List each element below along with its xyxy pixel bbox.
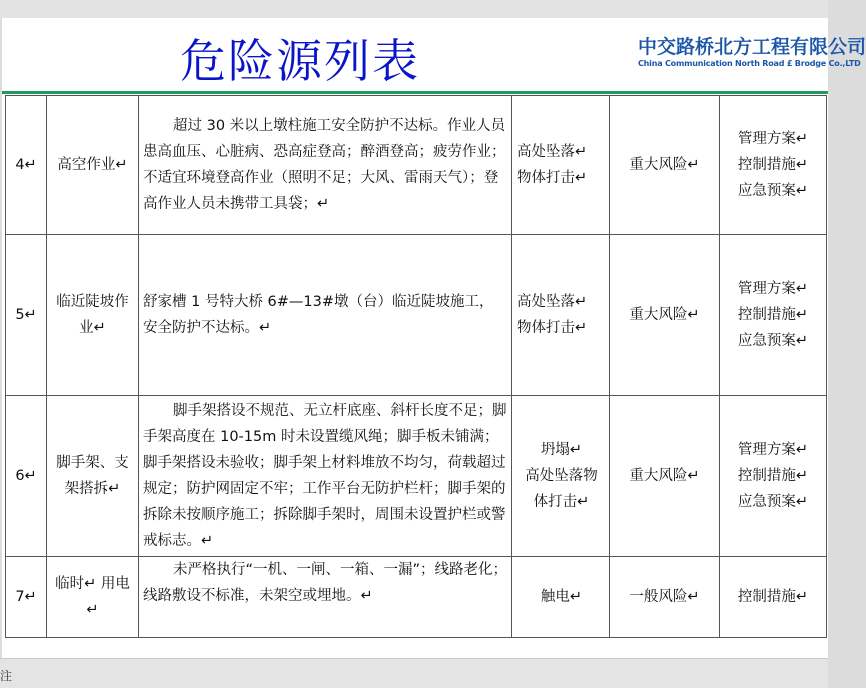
accident-type	[512, 235, 610, 396]
accident-type-line: 体打击↵	[533, 494, 590, 510]
hazard-description: 脚手架搭设不规范、无立杆底座、斜杆长度不足；脚手架高度在 10-15m 时未设置缆风绳；脚手板未铺满；脚手架搭设未验收；脚手架上材料堆放不均匀，荷载超过规定；防护网固定不牢；工作平台无防护栏杆；脚手架的拆除未按顺序施工；拆除脚手架时，周围未设置护栏或警戒标志。↵	[139, 396, 512, 557]
hazard-table	[5, 95, 827, 638]
company-logo-chinese: 中交路桥北方工程有限公司	[638, 36, 866, 58]
hazard-name: 脚手架、支架搭拆↵	[47, 396, 139, 557]
footer-note-label: 注	[0, 669, 13, 683]
company-logo-english: China Communication North Road £ Brodge Co.,LTD	[638, 59, 861, 68]
document-title: 危险源列表	[180, 34, 420, 88]
document-page	[2, 18, 866, 658]
table-row	[6, 557, 827, 638]
page-header	[2, 18, 866, 94]
risk-level: 重大风险↵	[610, 96, 720, 235]
control-measure-line: 应急预案↵	[737, 333, 809, 349]
hazard-name: 临时↵ 用电↵	[47, 557, 139, 638]
control-measure-line: 应急预案↵	[737, 494, 809, 510]
accident-type-line: 高处坠落↵	[517, 294, 588, 310]
accident-type-line: 触电↵	[540, 589, 583, 605]
accident-type-line: 高处坠落↵	[517, 144, 588, 160]
hazard-description: 未严格执行“一机、一闸、一箱、一漏”；线路老化；线路敷设不标准，未架空或埋地。↵	[139, 557, 512, 638]
control-measure-line: 控制措施↵	[737, 157, 809, 173]
table-row	[6, 235, 827, 396]
footer-bar	[0, 658, 828, 688]
row-number: 7↵	[6, 557, 47, 638]
row-number: 6↵	[6, 396, 47, 557]
table-row	[6, 396, 827, 557]
control-measure-line: 管理方案↵	[737, 281, 809, 297]
control-measure-line: 管理方案↵	[737, 131, 809, 147]
accident-type-line: 物体打击↵	[517, 170, 588, 186]
row-number: 5↵	[6, 235, 47, 396]
hazard-name: 高空作业↵	[47, 96, 139, 235]
risk-level: 重大风险↵	[610, 396, 720, 557]
risk-level: 一般风险↵	[610, 557, 720, 638]
control-measure-line: 应急预案↵	[737, 183, 809, 199]
control-measure-line: 控制措施↵	[737, 589, 809, 605]
control-measure-line: 控制措施↵	[737, 307, 809, 323]
accident-type-line: 坍塌↵	[540, 442, 583, 458]
accident-type	[512, 96, 610, 235]
control-measure-line: 管理方案↵	[737, 442, 809, 458]
accident-type-line: 高处坠落物	[525, 468, 598, 484]
hazard-description: 超过 30 米以上墩柱施工安全防护不达标。作业人员患高血压、心脏病、恐高症登高；醉酒登高；疲劳作业；不适宜环境登高作业（照明不足；大风、雷雨天气）；登高作业人员未携带工具袋；↵	[139, 96, 512, 235]
risk-level: 重大风险↵	[610, 235, 720, 396]
control-measures	[720, 557, 827, 638]
top-toolbar-strip	[0, 0, 828, 18]
control-measures	[720, 396, 827, 557]
accident-type	[512, 557, 610, 638]
hazard-description: 舒家槽 1 号特大桥 6#—13#墩（台）临近陡坡施工，安全防护不达标。↵	[139, 235, 512, 396]
accident-type	[512, 396, 610, 557]
control-measure-line: 控制措施↵	[737, 468, 809, 484]
control-measures	[720, 235, 827, 396]
row-number: 4↵	[6, 96, 47, 235]
header-divider	[2, 91, 828, 94]
table-row	[6, 96, 827, 235]
accident-type-line: 物体打击↵	[517, 320, 588, 336]
hazard-name: 临近陡坡作业↵	[47, 235, 139, 396]
control-measures	[720, 96, 827, 235]
